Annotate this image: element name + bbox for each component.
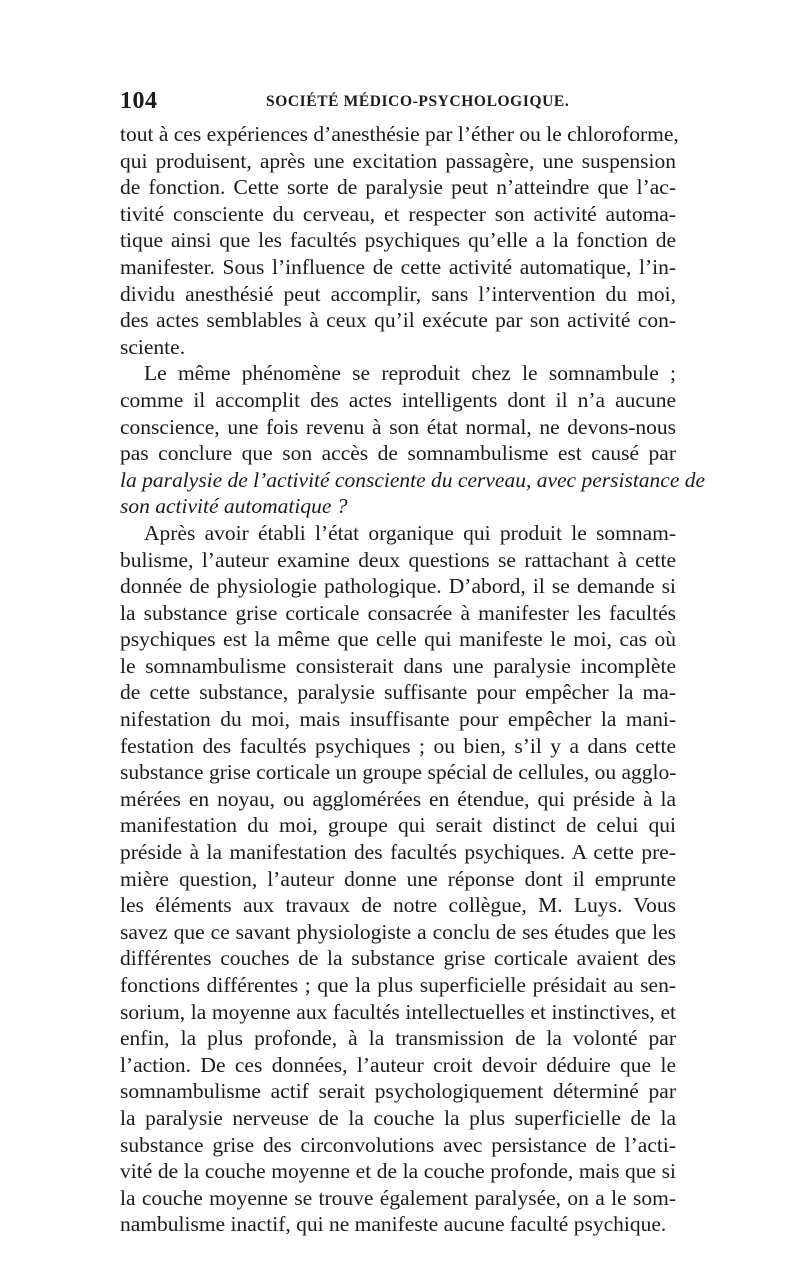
text-line: savez que ce savant physiologiste a conclu de ses études que les (120, 919, 676, 944)
text-line: sorium, la moyenne aux facultés intellectuelles et instinctives, et (120, 999, 676, 1024)
text-line: enfin, la plus profonde, à la transmission de la volonté par (120, 1026, 676, 1051)
text-line: les éléments aux travaux de notre collègue, M. Luys. Vous (120, 893, 676, 918)
text-line: qui produisent, après une excitation passagère, une suspension (120, 148, 676, 173)
paragraph-end-line: nambulisme inactif, qui ne manifeste aucune faculté psychique. (120, 1212, 667, 1237)
text-line: conscience, une fois revenu à son état normal, ne devons-nous (120, 414, 676, 439)
text-line: le somnambulisme consisterait dans une paralysie incomplète (120, 653, 676, 678)
text-line: tout à ces expériences d’anesthésie par l’éther ou le chloroforme, (120, 122, 679, 146)
paragraph-start-line: Après avoir établi l’état organique qui produit le somnam- (144, 520, 676, 545)
text-line: des actes semblables à ceux qu’il exécute par son activité con- (120, 308, 676, 333)
text-line: bulisme, l’auteur examine deux questions se rattachant à cette (120, 547, 676, 572)
text-line: pas conclure que son accès de somnambulisme est causé par (120, 441, 676, 466)
text-line: psychiques est la même que celle qui manifeste le moi, cas où (120, 627, 676, 652)
text-line: substance grise corticale un groupe spécial de cellules, ou agglo- (120, 760, 677, 785)
text-line: vité de la couche moyenne et de la couche profonde, mais que si (120, 1159, 676, 1184)
italic-text-line: la paralysie de l’activité consciente du cerveau, avec persistance de (120, 467, 706, 492)
text-line: nifestation du moi, mais insuffisante pour empêcher la mani- (120, 707, 676, 732)
text-line: de fonction. Cette sorte de paralysie peut n’atteindre que l’ac- (120, 175, 676, 200)
text-line: la couche moyenne se trouve également paralysée, on a le som- (120, 1185, 676, 1210)
page-number: 104 (120, 88, 158, 114)
text-line: donnée de physiologie pathologique. D’abord, il se demande si (120, 574, 676, 599)
italic-paragraph-end-line: son activité automatique ? (120, 494, 348, 519)
text-line: manifester. Sous l’influence de cette activité automatique, l’in- (120, 254, 676, 279)
text-line: tivité consciente du cerveau, et respecter son activité automa- (120, 201, 676, 226)
text-line: de cette substance, paralysie suffisante pour empêcher la ma- (120, 680, 676, 705)
text-line: comme il accomplit des actes intelligents dont il n’a aucune (120, 387, 676, 412)
text-line: mière question, l’auteur donne une réponse dont il emprunte (120, 866, 676, 891)
text-line: la paralysie nerveuse de la couche la plus superficielle de la (120, 1105, 676, 1130)
text-line: somnambulisme actif serait psychologiquement déterminé par (120, 1079, 676, 1104)
text-line: dividu anesthésié peut accomplir, sans l’intervention du moi, (120, 281, 676, 306)
paragraph-end-line: sciente. (120, 334, 186, 359)
text-line: tique ainsi que les facultés psychiques qu’elle a la fonction de (120, 228, 676, 253)
text-line: festation des facultés psychiques ; ou bien, s’il y a dans cette (120, 733, 676, 758)
text-line: mérées en noyau, ou agglomérées en étendue, qui préside à la (120, 786, 676, 811)
text-line: la substance grise corticale consacrée à manifester les facultés (120, 600, 676, 625)
paragraph-start-line: Le même phénomène se reproduit chez le somnambule ; (144, 361, 676, 386)
text-line: différentes couches de la substance grise corticale avaient des (120, 946, 676, 971)
running-title: SOCIÉTÉ MÉDICO-PSYCHOLOGIQUE. (266, 93, 570, 110)
text-line: préside à la manifestation des facultés psychiques. A cette pre- (120, 840, 676, 865)
text-line: fonctions différentes ; que la plus superficielle présidait au sen- (120, 973, 676, 997)
body-text (120, 121, 706, 1238)
text-line: manifestation du moi, groupe qui serait distinct de celui qui (120, 813, 676, 838)
running-head (120, 88, 680, 118)
text-line: l’action. De ces données, l’auteur croit devoir déduire que le (120, 1052, 676, 1077)
text-line: substance grise des circonvolutions avec persistance de l’acti- (120, 1132, 676, 1157)
